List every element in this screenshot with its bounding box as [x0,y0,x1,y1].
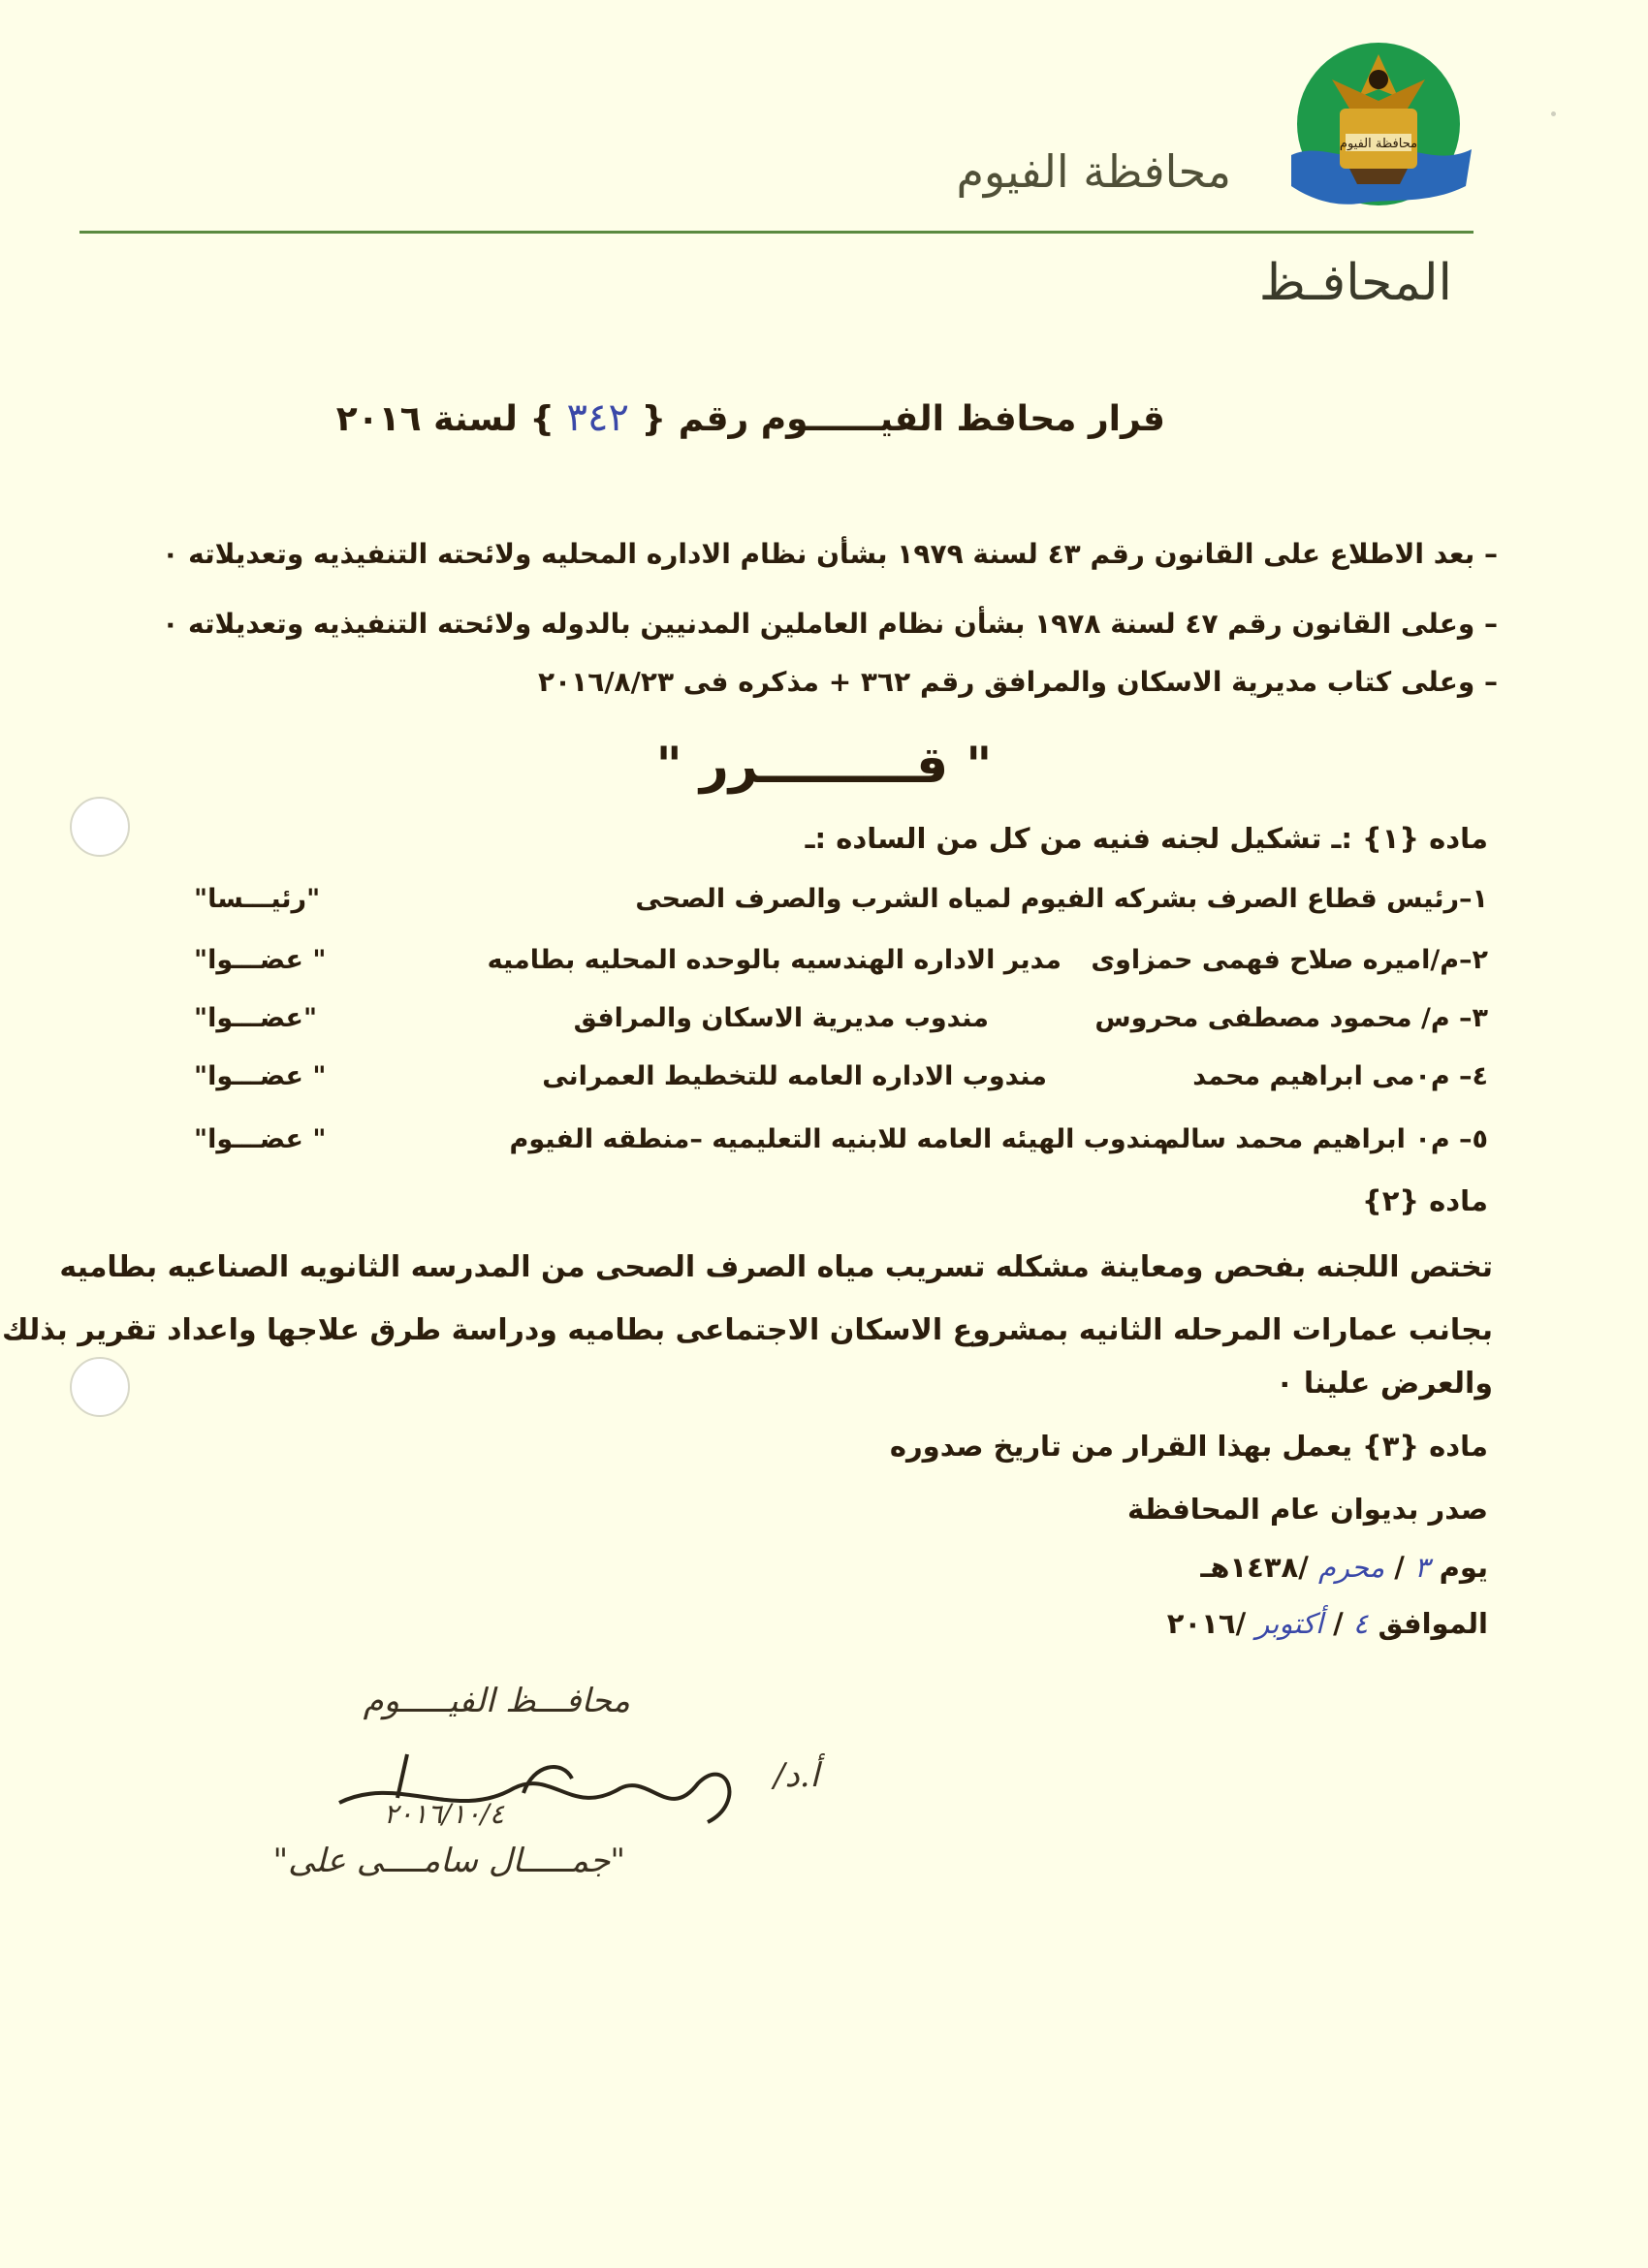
member-3-status: "عضـــوا" [194,1003,318,1033]
date-hijri [1200,1551,1488,1584]
member-1-name: ١–رئيس قطاع الصرف بشركه الفيوم لمياه الشرب والصرف الصحى [635,884,1488,914]
article-3: ماده {٣} يعمل بهذا القرار من تاريخ صدوره [889,1430,1488,1463]
member-2-status: " عضـــوا" [194,945,327,975]
decision-title [336,395,1165,440]
preamble-line-3: – وعلى كتاب مديرية الاسكان والمرافق رقم ٣٦٢ + مذكره فى ٢٠١٦/٨/٢٣ [537,666,1498,698]
organization-name: محافظة الفيوم [956,145,1231,198]
article-2-line-2: بجانب عمارات المرحله الثانيه بمشروع الاسكان الاجتماعى بطاميه ودراسة طرق علاجها واعداد تقرير بذلك [2,1313,1493,1347]
header-divider [79,231,1474,234]
logo-text: محافظة الفيوم [1339,137,1418,151]
date-gregorian [1167,1607,1488,1640]
member-4-name: ٤– م٠مى ابراهيم محمد [1192,1061,1488,1091]
article-2-line-1: تختص اللجنه بفحص ومعاينة مشكله تسريب مياه الصرف الصحى من المدرسه الثانويه الصناعيه بطاميه [59,1250,1493,1284]
article-1-heading: ماده {١} :ـ تشكيل لجنه فنيه من كل من الساده :ـ [805,822,1488,855]
office-title: المحافـظ [1258,254,1452,312]
signature-date: ٢٠١٦/١٠/٤ [383,1798,504,1830]
member-4-status: " عضـــوا" [194,1061,327,1091]
decision-title-suffix: } لسنة ٢٠١٦ [335,399,555,439]
member-3-role: مندوب مديرية الاسكان والمرافق [573,1003,989,1033]
member-4-role: مندوب الاداره العامه للتخطيط العمرانى [542,1061,1047,1091]
member-3-name: ٣– م/ محمود مصطفى محروس [1094,1003,1488,1033]
date-hijri-label: يوم [1439,1551,1488,1584]
date-hijri-sep: / [1394,1551,1405,1584]
handwritten-signature [281,1735,940,1938]
signature-name: "جمـــــال سامــــى على" [272,1842,625,1880]
decision-number: ٣٤٢ [566,395,629,440]
paper-speck [1551,111,1556,116]
governorate-logo [1282,41,1475,213]
date-greg-month: أكتوبر [1255,1607,1323,1640]
article-2-heading: ماده {٢} [1362,1184,1488,1217]
date-greg-label: الموافق [1378,1607,1488,1640]
issued-at: صدر بديوان عام المحافظة [1126,1493,1488,1526]
punch-hole-top [70,797,130,857]
preamble-line-1: – بعد الاطلاع على القانون رقم ٤٣ لسنة ١٩٧٩ بشأن نظام الاداره المحليه ولائحته التنفيذيه وتعديلاته ٠ [162,538,1498,570]
member-5-role: مندوب الهيئه العامه للابنيه التعليميه –منطقه الفيوم [509,1124,1168,1154]
date-greg-day: ٤ [1352,1607,1369,1640]
punch-hole-bottom [70,1357,130,1417]
date-greg-year: /٢٠١٦ [1166,1607,1247,1640]
date-hijri-day: ٣ [1413,1551,1430,1584]
article-2-line-3: والعرض علينا ٠ [1276,1367,1493,1401]
member-1-status: "رئيـــسا" [194,884,321,914]
date-hijri-year: /١٤٣٨هـ [1200,1551,1309,1584]
decision-title-prefix: قرار محافظ الفيــــــوم رقم { [641,399,1165,439]
date-greg-sep: / [1333,1607,1344,1640]
member-5-name: ٥– م٠ ابراهيم محمد سالم [1159,1124,1488,1154]
signature-prefix: أ.د/ [774,1756,819,1795]
preamble-line-2: – وعلى القانون رقم ٤٧ لسنة ١٩٧٨ بشأن نظام العاملين المدنيين بالدوله ولائحته التنفيذيه وتعديلاته ٠ [162,608,1498,640]
member-2-name: ٢–م/اميره صلاح فهمى حمزاوى [1091,945,1488,975]
member-2-role: مدير الاداره الهندسيه بالوحده المحليه بطاميه [487,945,1062,975]
date-hijri-month: محرم [1317,1551,1385,1584]
decided-heading: " قـــــــــرر " [655,737,993,795]
member-5-status: " عضـــوا" [194,1124,327,1154]
signature-title: محافـــظ الفيـــــوم [363,1682,630,1720]
